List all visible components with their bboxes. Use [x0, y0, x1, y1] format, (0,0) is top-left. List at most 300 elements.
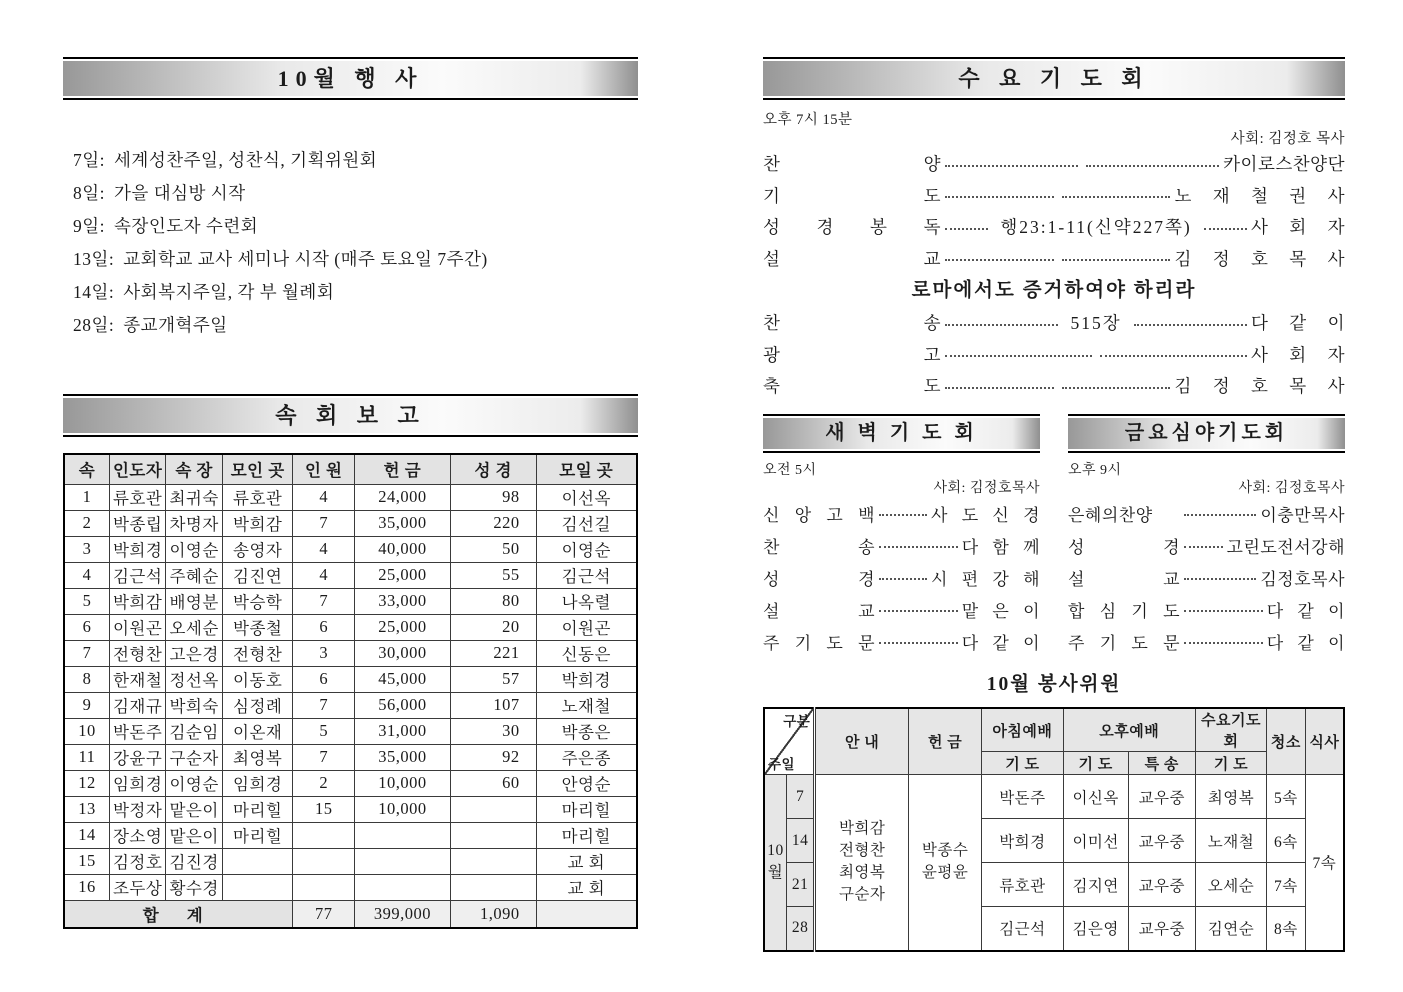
event-item: [73, 144, 638, 177]
cell-sok: 15: [64, 848, 109, 874]
cell-leader: 김재규: [109, 692, 165, 718]
wednesday-gido-cell: 오세순: [1195, 863, 1266, 907]
cell-leader: 장소영: [109, 822, 165, 848]
cell-place: 마리힐: [222, 822, 293, 848]
cell-members: 5: [293, 718, 355, 744]
cell-place: [222, 848, 293, 874]
event-text: 속장인도자 수련회: [114, 216, 259, 236]
program-label: 합 심 기 도: [1068, 601, 1180, 621]
wednesday-time: 오후 7시 15분: [763, 112, 853, 128]
program-value: 다 같 이: [961, 633, 1040, 653]
cell-nextplace: 마리힐: [536, 822, 637, 848]
cell-members: 15: [293, 796, 355, 822]
program-value: 맡 은 이: [961, 601, 1040, 621]
heongeum-name: 박종수: [921, 842, 969, 860]
cell-leader: 박희감: [109, 588, 165, 614]
cell-nextplace: 김근석: [536, 562, 637, 588]
col-header-meal: 식사: [1305, 708, 1344, 775]
program-row: [763, 211, 1345, 243]
cell-nextplace: 마리힐: [536, 796, 637, 822]
friday-time: 오후 9시: [1068, 463, 1122, 478]
dotted-leader: [941, 218, 992, 236]
cell-place: 이동호: [222, 666, 293, 692]
report-title-bar: [63, 394, 638, 437]
cell-bible: 107: [450, 692, 536, 718]
dotted-leader: [875, 505, 931, 522]
col-header-offering: 헌 금: [355, 454, 451, 484]
dotted-leader: [1096, 346, 1251, 364]
wednesday-moderator: 사회: 김정호 목사: [1230, 131, 1345, 147]
dotted-leader: [1130, 314, 1251, 332]
cell-offering: 24,000: [355, 484, 451, 510]
program-row: [1068, 561, 1345, 593]
total-bible: 1,090: [450, 900, 536, 928]
wednesday-gido-cell: 노재철: [1195, 819, 1266, 863]
dotted-leader: [1058, 187, 1175, 205]
cell-sok: 12: [64, 770, 109, 796]
dotted-leader: [875, 537, 962, 554]
cell-nextplace: 박희경: [536, 666, 637, 692]
dotted-leader: [1200, 218, 1251, 236]
cell-sok: 6: [64, 614, 109, 640]
program-row: [763, 593, 1040, 625]
event-date: 8일:: [73, 183, 106, 203]
report-total-row: [64, 900, 637, 928]
program-value: 다 같 이: [1251, 313, 1345, 334]
program-label: 찬 송: [763, 313, 941, 334]
annae-name: 최영복: [838, 864, 886, 882]
cell-offering: 45,000: [355, 666, 451, 692]
date-cell: 14: [786, 819, 814, 863]
program-row: [1068, 593, 1345, 625]
event-item: [73, 276, 638, 309]
cell-leader: 류호관: [109, 484, 165, 510]
october-events-section: [63, 57, 638, 342]
event-item: [73, 243, 638, 276]
wednesday-meta: [763, 108, 1345, 148]
cell-leader: 박정자: [109, 796, 165, 822]
cell-bible: 92: [450, 744, 536, 770]
col-header-heongeum: 헌 금: [908, 708, 981, 775]
cell-leader: 한재철: [109, 666, 165, 692]
dotted-leader: [1180, 505, 1260, 522]
cell-offering: [355, 848, 451, 874]
program-value: 다 같 이: [1266, 601, 1345, 621]
subcol-morning-gido: 기 도: [982, 752, 1063, 775]
cell-sok: 9: [64, 692, 109, 718]
program-value: 김 정 호 목 사: [1174, 376, 1345, 397]
cell-members: 3: [293, 640, 355, 666]
program-label: 광 고: [763, 344, 941, 365]
cell-place: 송영자: [222, 536, 293, 562]
col-header-cleaning: 청소: [1267, 708, 1306, 775]
report-title: 속 회 보 고: [63, 398, 638, 433]
program-row: [763, 339, 1345, 371]
cell-nextplace: 교 회: [536, 848, 637, 874]
col-header-place: 모인 곳: [222, 454, 293, 484]
event-text: 종교개혁주일: [123, 315, 228, 335]
cell-report-section: [63, 394, 638, 929]
cell-offering: 30,000: [355, 640, 451, 666]
cell-place: [222, 874, 293, 900]
event-item: [73, 309, 638, 342]
cleaning-cell: 8속: [1267, 907, 1306, 951]
program-value: 노 재 철 권 사: [1174, 185, 1345, 206]
cell-members: 2: [293, 770, 355, 796]
cleaning-cell: 7속: [1267, 863, 1306, 907]
teuksong-cell: 교우중: [1128, 907, 1195, 951]
morning-gido-cell: 류호관: [982, 863, 1063, 907]
cell-offering: 40,000: [355, 536, 451, 562]
cell-bible: 57: [450, 666, 536, 692]
cell-nextplace: 이선옥: [536, 484, 637, 510]
col-header-afternoon-worship: 오후예배: [1063, 708, 1195, 752]
program-label: 축 도: [763, 376, 941, 397]
month-suffix: 월: [767, 864, 784, 882]
wednesday-prayer-section: [763, 57, 1345, 402]
wednesday-gido-cell: 김연순: [1195, 907, 1266, 951]
annae-name: 구순자: [838, 886, 886, 904]
cell-sok: 14: [64, 822, 109, 848]
program-row: [1068, 529, 1345, 561]
cell-sok: 11: [64, 744, 109, 770]
afternoon-gido-cell: 이미선: [1063, 819, 1128, 863]
cell-place: 최영복: [222, 744, 293, 770]
cell-nextplace: 주은종: [536, 744, 637, 770]
program-value: 이충만목사: [1260, 505, 1345, 525]
event-date: 28일:: [73, 315, 115, 335]
event-text: 세계성찬주일, 성찬식, 기획위원회: [114, 150, 378, 170]
cell-sokjang: 맡은이: [166, 796, 222, 822]
corner-cell: [764, 708, 815, 775]
cell-sokjang: 배영분: [166, 588, 222, 614]
col-header-members: 인 원: [293, 454, 355, 484]
program-value: 김정호목사: [1260, 569, 1345, 589]
program-label: 신 앙 고 백: [763, 505, 875, 525]
cell-bible: 221: [450, 640, 536, 666]
cell-bible: [450, 874, 536, 900]
program-label: 은혜의찬양: [1068, 505, 1153, 525]
cell-nextplace: 교 회: [536, 874, 637, 900]
wednesday-title-bar: [763, 57, 1345, 100]
program-value: 시 편 강 해: [931, 569, 1040, 589]
cell-sok: 7: [64, 640, 109, 666]
col-header-morning-worship: 아침예배: [982, 708, 1063, 752]
report-row: [64, 562, 637, 588]
dotted-leader: [941, 377, 1058, 395]
total-members: 77: [293, 900, 355, 928]
cell-members: 6: [293, 666, 355, 692]
cell-sokjang: 구순자: [166, 744, 222, 770]
vol-row-1: [764, 775, 1344, 819]
program-center: 행23:1-11(신약227쪽): [1000, 217, 1192, 238]
cell-offering: 35,000: [355, 744, 451, 770]
month-cell: [764, 775, 786, 951]
cell-members: 6: [293, 614, 355, 640]
dotted-leader: [941, 346, 1096, 364]
afternoon-gido-cell: 김은영: [1063, 907, 1128, 951]
report-row: [64, 536, 637, 562]
cell-place: 김진연: [222, 562, 293, 588]
report-row: [64, 692, 637, 718]
cell-nextplace: 이원곤: [536, 614, 637, 640]
event-date: 14일:: [73, 282, 115, 302]
dawn-program: [763, 497, 1040, 657]
program-row: [763, 529, 1040, 561]
cell-sok: 10: [64, 718, 109, 744]
cell-sokjang: 최귀숙: [166, 484, 222, 510]
total-offering: 399,000: [355, 900, 451, 928]
program-value: 다 같 이: [1266, 633, 1345, 653]
cell-members: [293, 848, 355, 874]
cell-sok: 13: [64, 796, 109, 822]
cell-leader: 조두상: [109, 874, 165, 900]
dotted-leader: [1180, 601, 1267, 618]
cell-sokjang: 주혜순: [166, 562, 222, 588]
col-header-nextplace: 모일 곳: [536, 454, 637, 484]
cell-place: 박희감: [222, 510, 293, 536]
cleaning-cell: 5속: [1267, 775, 1306, 819]
total-label: 합 계: [64, 900, 293, 928]
friday-title: 금요심야기도회: [1068, 418, 1345, 449]
cell-leader: 전형찬: [109, 640, 165, 666]
teuksong-cell: 교우중: [1128, 775, 1195, 819]
morning-gido-cell: 박돈주: [982, 775, 1063, 819]
friday-title-bar: [1068, 414, 1345, 453]
cell-report-table: [63, 453, 638, 929]
cell-leader: 김근석: [109, 562, 165, 588]
cell-members: 4: [293, 562, 355, 588]
report-row: [64, 666, 637, 692]
cell-place: 마리힐: [222, 796, 293, 822]
teuksong-cell: 교우중: [1128, 819, 1195, 863]
report-row: [64, 484, 637, 510]
cell-sok: 4: [64, 562, 109, 588]
volunteers-title: 10월 봉사위원: [986, 674, 1122, 695]
total-place: [536, 900, 637, 928]
dotted-leader: [1180, 569, 1260, 586]
annae-name: 박희감: [838, 820, 886, 838]
report-header-row: [64, 454, 637, 484]
program-row: [763, 180, 1345, 212]
cell-sokjang: 박희숙: [166, 692, 222, 718]
sermon-title: 로마에서도 증거하여야 하리라: [911, 280, 1197, 301]
program-label: 설 교: [1068, 569, 1180, 589]
cell-offering: 31,000: [355, 718, 451, 744]
report-row: [64, 796, 637, 822]
report-row: [64, 588, 637, 614]
friday-program: [1068, 497, 1345, 657]
program-label: 설 교: [763, 601, 875, 621]
subcol-wednesday-gido: 기 도: [1195, 752, 1266, 775]
program-label: 주 기 도 문: [1068, 633, 1180, 653]
report-row: [64, 822, 637, 848]
cell-sokjang: 차명자: [166, 510, 222, 536]
cell-bible: [450, 848, 536, 874]
program-row: [763, 370, 1345, 402]
cell-offering: 35,000: [355, 510, 451, 536]
program-row: [763, 243, 1345, 275]
annae-name: 전형찬: [838, 842, 886, 860]
wednesday-title: 수 요 기 도 회: [763, 61, 1345, 96]
cell-leader: 김정호: [109, 848, 165, 874]
cell-offering: 10,000: [355, 770, 451, 796]
program-value: 사 회 자: [1251, 217, 1346, 238]
cell-offering: [355, 874, 451, 900]
cell-nextplace: 김선길: [536, 510, 637, 536]
event-text: 교회학교 교사 세미나 시작 (매주 토요일 7주간): [123, 249, 488, 269]
col-header-annae: 안 내: [815, 708, 909, 775]
report-row: [64, 614, 637, 640]
cell-leader: 박희경: [109, 536, 165, 562]
cell-members: 4: [293, 484, 355, 510]
event-date: 13일:: [73, 249, 115, 269]
cell-offering: 56,000: [355, 692, 451, 718]
program-label: 성 경: [763, 569, 875, 589]
cell-nextplace: 신동은: [536, 640, 637, 666]
cell-sokjang: 김진경: [166, 848, 222, 874]
program-row: [763, 148, 1345, 180]
dotted-leader: [1082, 155, 1223, 173]
cell-place: 류호관: [222, 484, 293, 510]
event-text: 가을 대심방 시작: [114, 183, 246, 203]
cell-place: 박종철: [222, 614, 293, 640]
cell-place: 전형찬: [222, 640, 293, 666]
date-cell: 28: [786, 907, 814, 951]
morning-gido-cell: 박희경: [982, 819, 1063, 863]
friday-prayer-section: [1068, 414, 1345, 657]
cell-sokjang: 맡은이: [166, 822, 222, 848]
program-row: [763, 497, 1040, 529]
program-value: 김 정 호 목 사: [1174, 248, 1345, 269]
morning-gido-cell: 김근석: [982, 907, 1063, 951]
col-header-bible: 성 경: [450, 454, 536, 484]
report-row: [64, 510, 637, 536]
cell-bible: 55: [450, 562, 536, 588]
friday-moderator: 사회: 김정호목사: [1238, 481, 1345, 496]
friday-meta: [1068, 459, 1345, 497]
annae-cell: [815, 775, 909, 951]
cell-members: [293, 874, 355, 900]
subcol-teuksong: 특 송: [1128, 752, 1195, 775]
cell-sok: 16: [64, 874, 109, 900]
cell-members: 7: [293, 510, 355, 536]
cleaning-cell: 6속: [1267, 819, 1306, 863]
cell-members: 7: [293, 692, 355, 718]
wednesday-program: [763, 148, 1345, 274]
dotted-leader: [875, 601, 962, 618]
cell-bible: 220: [450, 510, 536, 536]
vol-header-row-1: [764, 708, 1344, 752]
date-cell: 21: [786, 863, 814, 907]
subcol-afternoon-gido: 기 도: [1063, 752, 1128, 775]
afternoon-gido-cell: 이신옥: [1063, 775, 1128, 819]
heongeum-name: 윤평윤: [921, 864, 969, 882]
cell-leader: 박돈주: [109, 718, 165, 744]
report-row: [64, 770, 637, 796]
cell-bible: 50: [450, 536, 536, 562]
corner-bottom-label: 주일: [768, 757, 796, 772]
cell-offering: 25,000: [355, 562, 451, 588]
dotted-leader: [941, 250, 1058, 268]
events-title: 10월 행 사: [63, 61, 638, 96]
cell-sokjang: 김순임: [166, 718, 222, 744]
cell-bible: [450, 822, 536, 848]
volunteers-table: [763, 707, 1345, 952]
cell-sok: 8: [64, 666, 109, 692]
cell-sok: 1: [64, 484, 109, 510]
cell-nextplace: 안영순: [536, 770, 637, 796]
program-row: [763, 561, 1040, 593]
cell-offering: [355, 822, 451, 848]
month-number: 10: [767, 842, 784, 860]
cell-place: 심정례: [222, 692, 293, 718]
report-row: [64, 718, 637, 744]
events-list: [63, 144, 638, 342]
cell-sokjang: 정선옥: [166, 666, 222, 692]
report-row: [64, 874, 637, 900]
cell-bible: 20: [450, 614, 536, 640]
cell-sokjang: 이영순: [166, 770, 222, 796]
dotted-leader: [941, 314, 1062, 332]
cell-leader: 이원곤: [109, 614, 165, 640]
cell-place: 이온재: [222, 718, 293, 744]
dawn-prayer-section: [763, 414, 1040, 657]
cell-leader: 강윤구: [109, 744, 165, 770]
cell-sokjang: 고은경: [166, 640, 222, 666]
dawn-time: 오전 5시: [763, 463, 817, 478]
program-label: 찬 양: [763, 154, 941, 175]
cell-offering: 10,000: [355, 796, 451, 822]
cell-offering: 25,000: [355, 614, 451, 640]
program-value: 사 회 자: [1251, 344, 1345, 365]
volunteers-section: [763, 672, 1345, 952]
col-header-sokjang: 속 장: [166, 454, 222, 484]
program-value: 다 함 께: [961, 537, 1040, 557]
dotted-leader: [1180, 633, 1267, 650]
dawn-title-bar: [763, 414, 1040, 453]
program-value: 카이로스찬양단: [1223, 154, 1345, 175]
cell-members: [293, 822, 355, 848]
cell-offering: 33,000: [355, 588, 451, 614]
program-center: 515장: [1070, 313, 1122, 334]
wednesday-program-2: [763, 307, 1345, 402]
cell-members: 7: [293, 588, 355, 614]
cell-leader: 박종립: [109, 510, 165, 536]
cell-sok: 2: [64, 510, 109, 536]
dotted-leader: [1058, 250, 1175, 268]
program-row: [763, 625, 1040, 657]
event-date: 9일:: [73, 216, 106, 236]
meal-cell: 7속: [1305, 775, 1344, 951]
cell-sokjang: 황수경: [166, 874, 222, 900]
program-label: 성 경: [1068, 537, 1180, 557]
report-row: [64, 744, 637, 770]
cell-nextplace: 이영순: [536, 536, 637, 562]
event-date: 7일:: [73, 150, 106, 170]
cell-sokjang: 오세순: [166, 614, 222, 640]
dotted-leader: [875, 633, 962, 650]
report-row: [64, 640, 637, 666]
cell-nextplace: 나옥렬: [536, 588, 637, 614]
program-label: 설 교: [763, 248, 941, 269]
cell-bible: 30: [450, 718, 536, 744]
program-label: 성 경 봉 독: [763, 217, 941, 238]
events-title-bar: [63, 57, 638, 100]
program-value: 사 도 신 경: [931, 505, 1040, 525]
date-cell: 7: [786, 775, 814, 819]
report-row: [64, 848, 637, 874]
